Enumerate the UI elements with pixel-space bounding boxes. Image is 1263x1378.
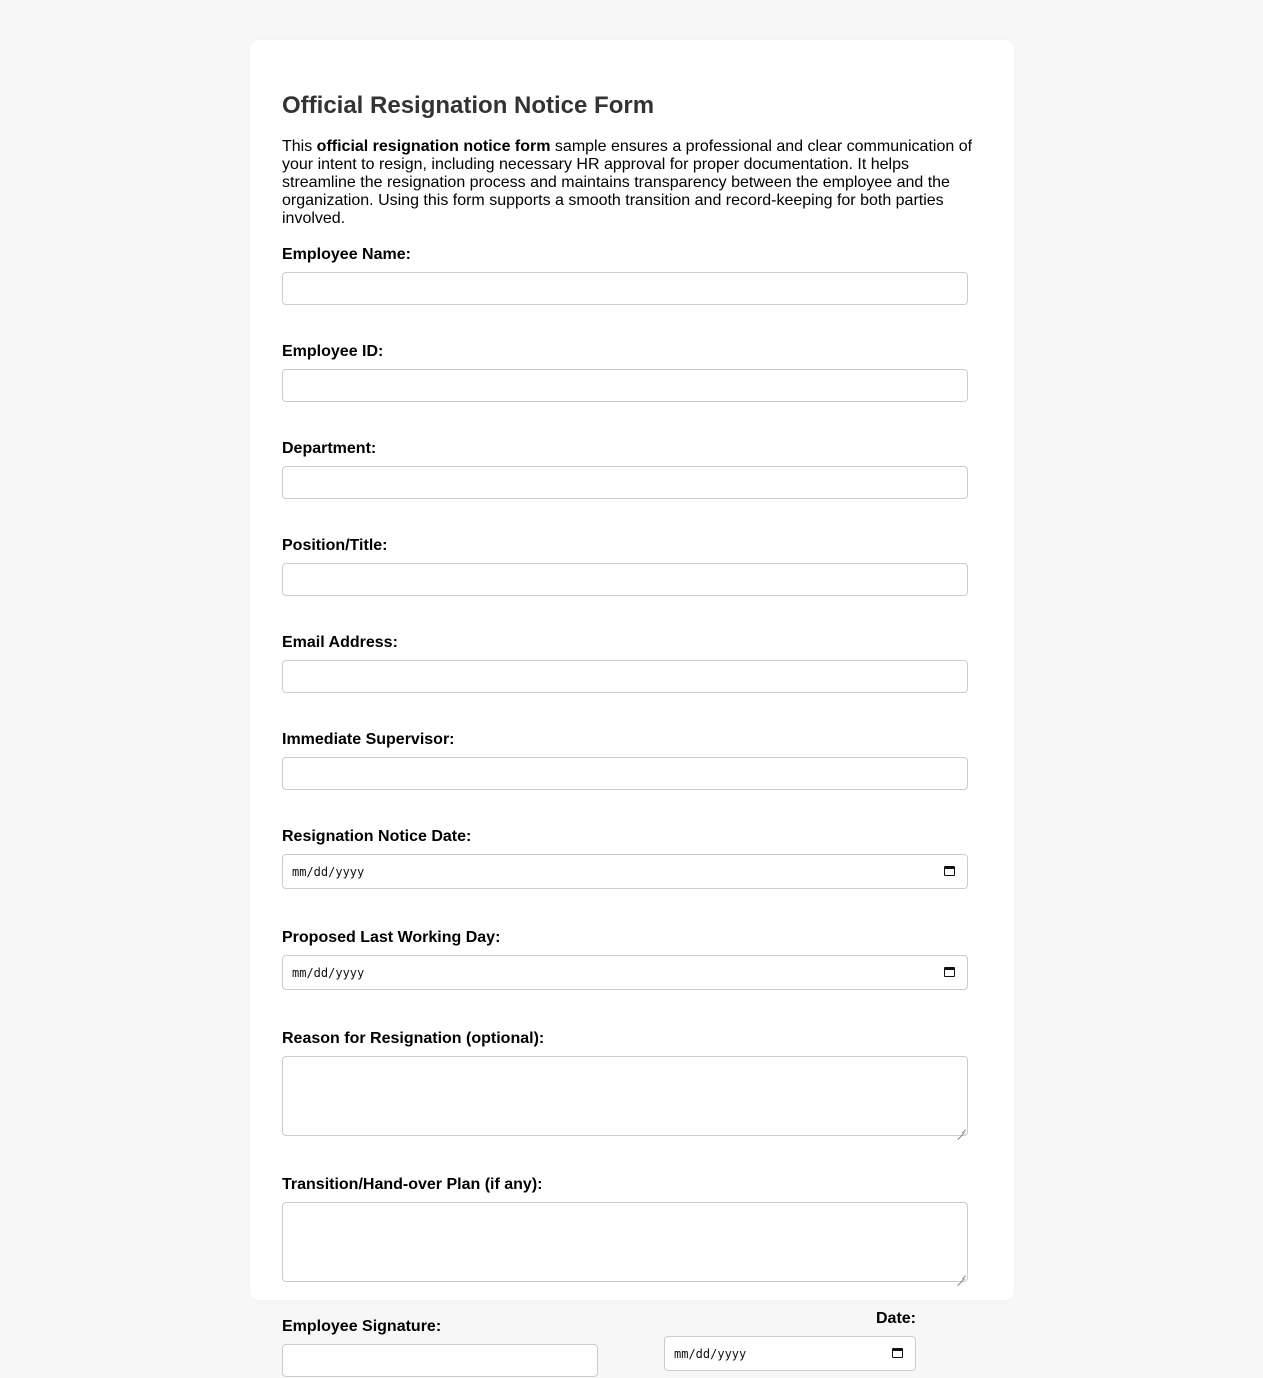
transition-textarea[interactable] (282, 1202, 968, 1282)
signature-date-placeholder: mm/dd/yyyy (674, 1347, 747, 1361)
employee-name-group (282, 246, 982, 305)
last-day-placeholder: mm/dd/yyyy (292, 966, 365, 980)
signature-row (282, 1310, 982, 1378)
intro-prefix: This (282, 138, 317, 155)
last-day-group (282, 929, 982, 990)
signature-group (282, 1318, 598, 1377)
employee-id-group (282, 343, 982, 402)
form-content (282, 90, 982, 1378)
department-input[interactable] (282, 466, 968, 499)
employee-name-input[interactable] (282, 272, 968, 305)
email-group (282, 634, 982, 693)
page-title: Official Resignation Notice Form (282, 92, 655, 119)
position-group (282, 537, 982, 596)
calendar-icon[interactable] (892, 1348, 903, 1358)
position-input[interactable] (282, 563, 968, 596)
supervisor-label: Immediate Supervisor: (282, 731, 455, 748)
signature-date-group (664, 1310, 916, 1371)
employee-name-label: Employee Name: (282, 246, 411, 263)
signature-input[interactable] (282, 1344, 598, 1377)
intro-bold: official resignation notice form (316, 138, 551, 155)
signature-date-label: Date: (875, 1310, 916, 1327)
supervisor-input[interactable] (282, 757, 968, 790)
resize-grip-icon[interactable] (957, 1271, 965, 1279)
employee-id-input[interactable] (282, 369, 968, 402)
transition-group (282, 1176, 982, 1282)
reason-textarea[interactable] (282, 1056, 968, 1136)
notice-date-placeholder: mm/dd/yyyy (292, 865, 365, 879)
notice-date-input[interactable] (282, 854, 968, 889)
department-group (282, 440, 982, 499)
calendar-icon[interactable] (944, 866, 955, 876)
supervisor-group (282, 731, 982, 790)
notice-date-label: Resignation Notice Date: (282, 828, 472, 845)
signature-label: Employee Signature: (282, 1318, 442, 1335)
transition-label: Transition/Hand-over Plan (if any): (282, 1176, 543, 1193)
resize-grip-icon[interactable] (957, 1125, 965, 1133)
intro-suffix: sample ensures a professional and clear communication of your intent to resign, including necessary HR approval for proper documentation. It helps streamline the resignation process and maintains transparency between the employee and the organization. Using this form supports a smooth transition and record-keeping for both parties involved. (282, 138, 973, 227)
employee-id-label: Employee ID: (282, 343, 384, 360)
form-card (250, 40, 1014, 1361)
position-label: Position/Title: (282, 537, 388, 554)
department-label: Department: (282, 440, 377, 457)
last-day-input[interactable] (282, 955, 968, 990)
email-label: Email Address: (282, 634, 398, 651)
notice-date-group (282, 828, 982, 889)
calendar-icon[interactable] (944, 967, 955, 977)
last-day-label: Proposed Last Working Day: (282, 929, 501, 946)
reason-group (282, 1030, 982, 1136)
reason-label: Reason for Resignation (optional): (282, 1030, 545, 1047)
email-field[interactable] (282, 660, 968, 693)
signature-date-input[interactable] (664, 1336, 916, 1371)
intro-paragraph (282, 138, 974, 228)
